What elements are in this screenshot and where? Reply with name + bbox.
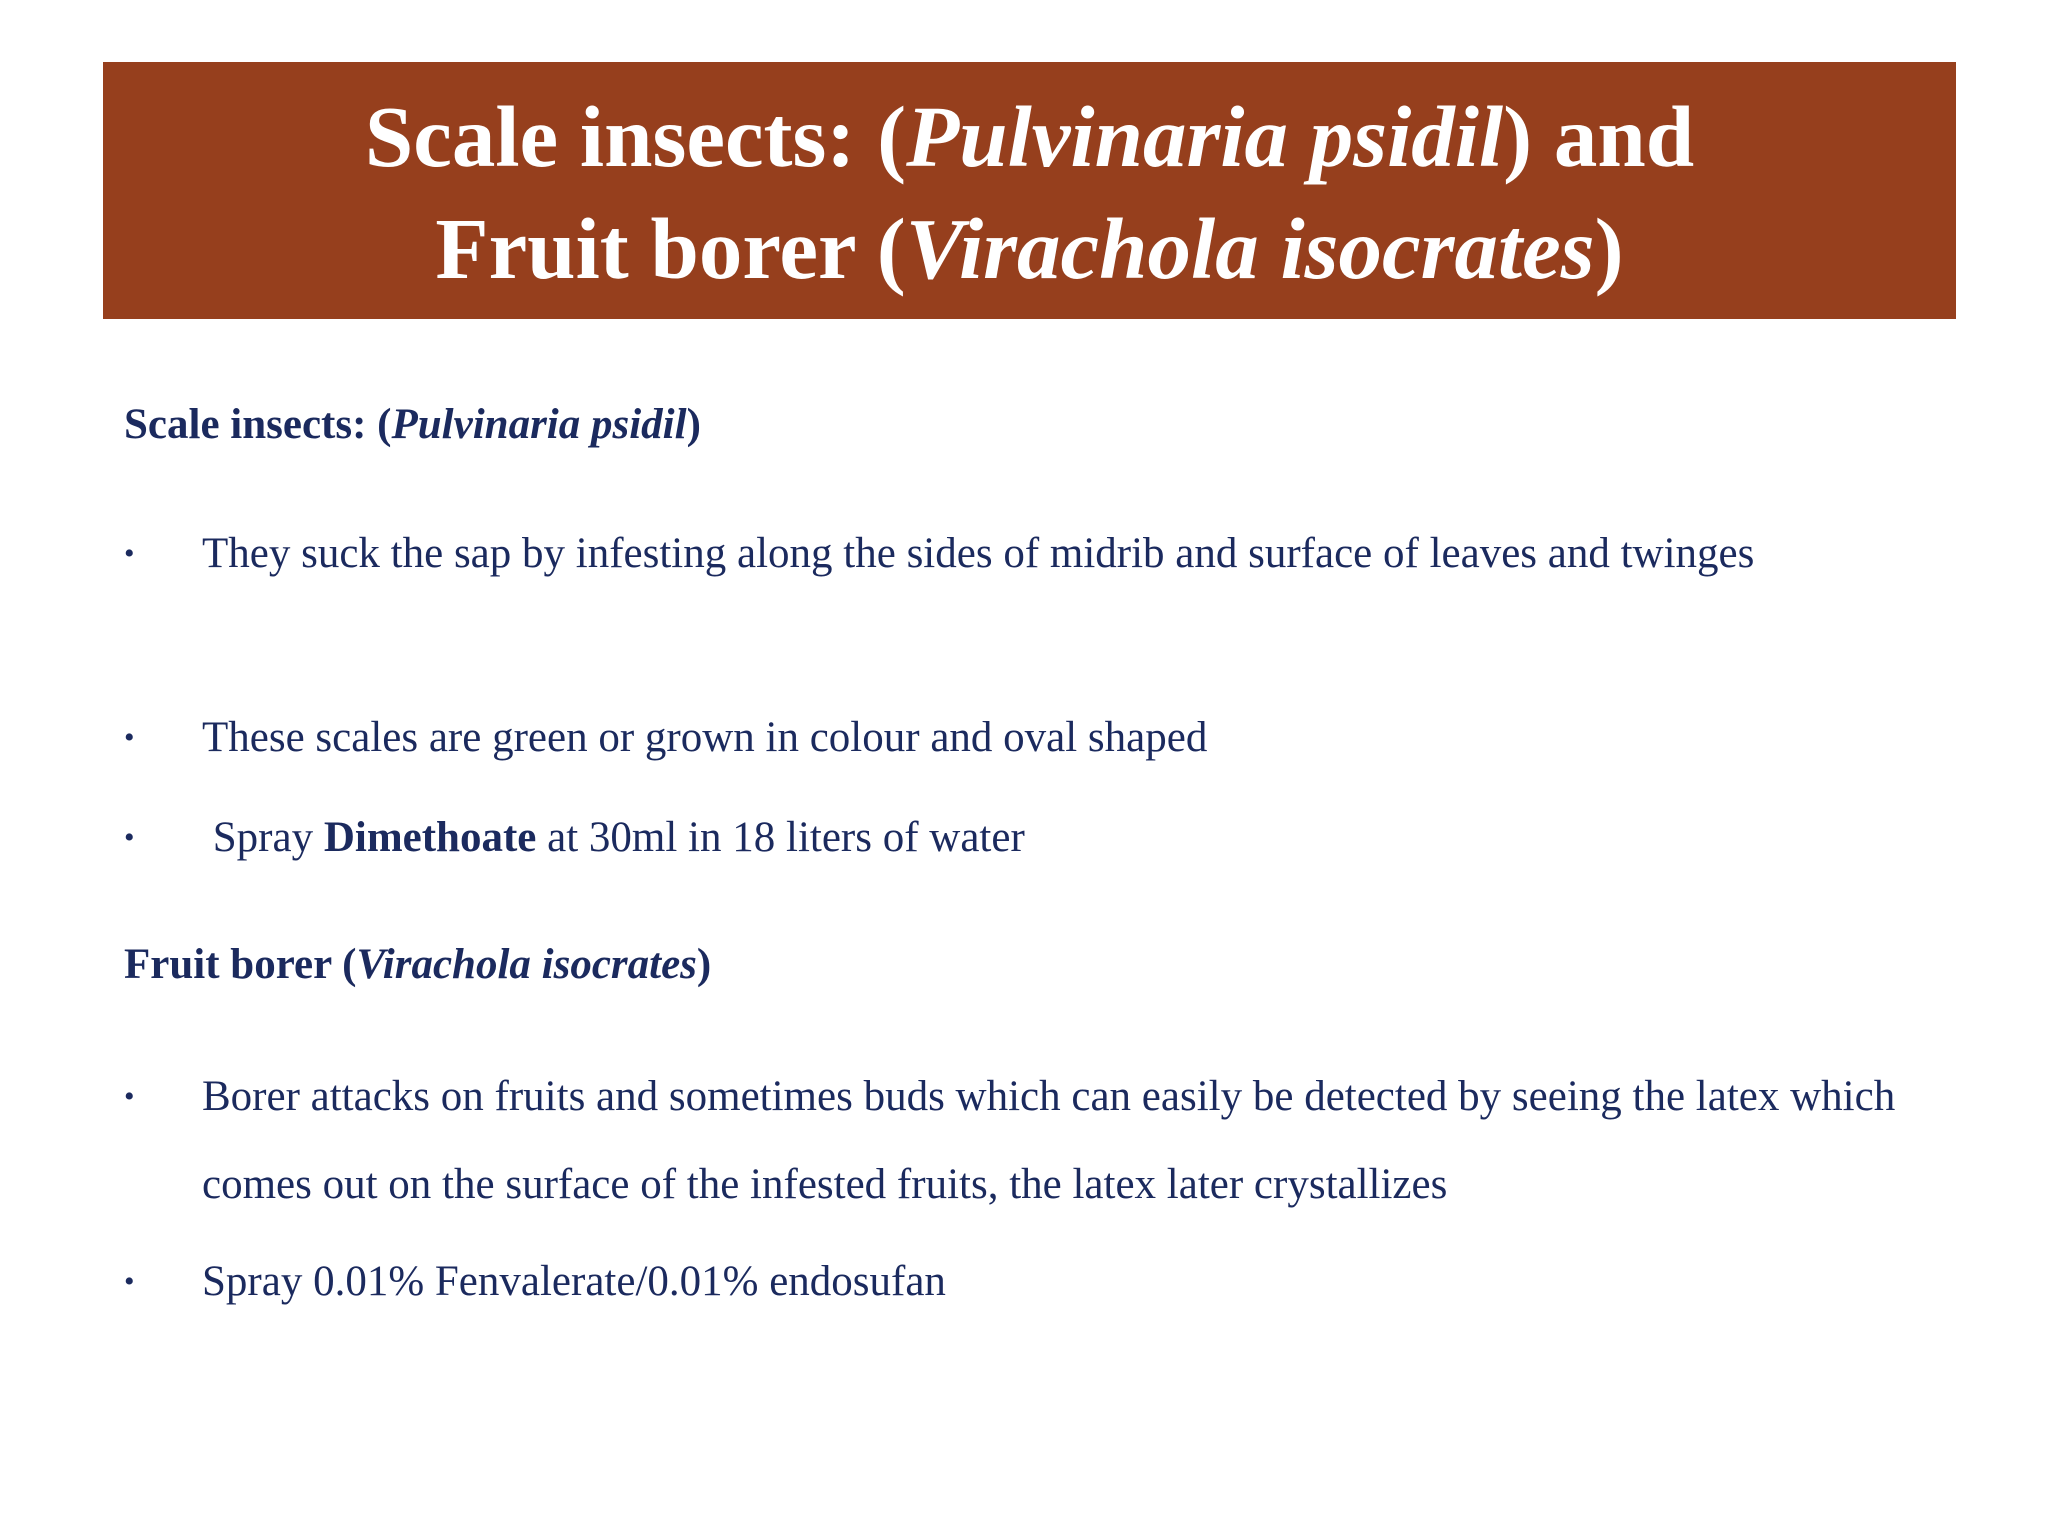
list-item — [124, 1238, 1984, 1326]
title-species-name: Virachola isocrates — [905, 199, 1595, 297]
chemical-name: Dimethoate — [323, 814, 537, 861]
heading-species-name: Virachola isocrates — [356, 941, 697, 988]
heading-species-name: Pulvinaria psidil — [391, 401, 687, 448]
bullet-marker: • — [124, 1080, 135, 1113]
bullet-marker: • — [124, 821, 135, 854]
title-text: Scale insects: ( — [364, 87, 907, 185]
bullet-text-part: Spray — [202, 814, 324, 861]
title-text: Fruit borer ( — [435, 199, 906, 297]
heading-text: ) — [696, 941, 712, 988]
list-item — [124, 510, 1984, 598]
bullet-text — [202, 794, 1984, 882]
title-line-1 — [365, 81, 1694, 193]
bullet-marker: • — [124, 1265, 135, 1298]
list-item — [124, 1053, 1984, 1229]
title-line-2 — [435, 193, 1623, 305]
title-text: ) — [1594, 199, 1624, 297]
heading-text: Scale insects: ( — [124, 401, 392, 448]
bullet-marker: • — [124, 721, 135, 754]
heading-text: ) — [686, 401, 701, 448]
section-heading-scale-insects — [124, 400, 701, 449]
title-text: ) and — [1503, 87, 1695, 185]
list-item — [124, 794, 1984, 882]
bullet-text-part: at 30ml in 18 liters of water — [536, 814, 1025, 861]
section-heading-fruit-borer — [124, 940, 711, 989]
list-item — [124, 694, 1984, 782]
bullet-text: They suck the sap by infesting along the sides of midrib and surface of leaves and twinges — [202, 530, 1755, 577]
bullet-text: Borer attacks on fruits and sometimes buds which can easily be detected by seeing the latex which comes out on the surface of the infested fruits, the latex later crystallizes — [202, 1073, 1896, 1208]
title-banner — [103, 62, 1956, 319]
title-species-name: Pulvinaria psidil — [906, 87, 1504, 185]
bullet-marker: • — [124, 537, 135, 570]
bullet-text: These scales are green or grown in colour and oval shaped — [202, 714, 1208, 761]
heading-text: Fruit borer ( — [124, 941, 357, 988]
bullet-text: Spray 0.01% Fenvalerate/0.01% endosufan — [202, 1258, 946, 1305]
